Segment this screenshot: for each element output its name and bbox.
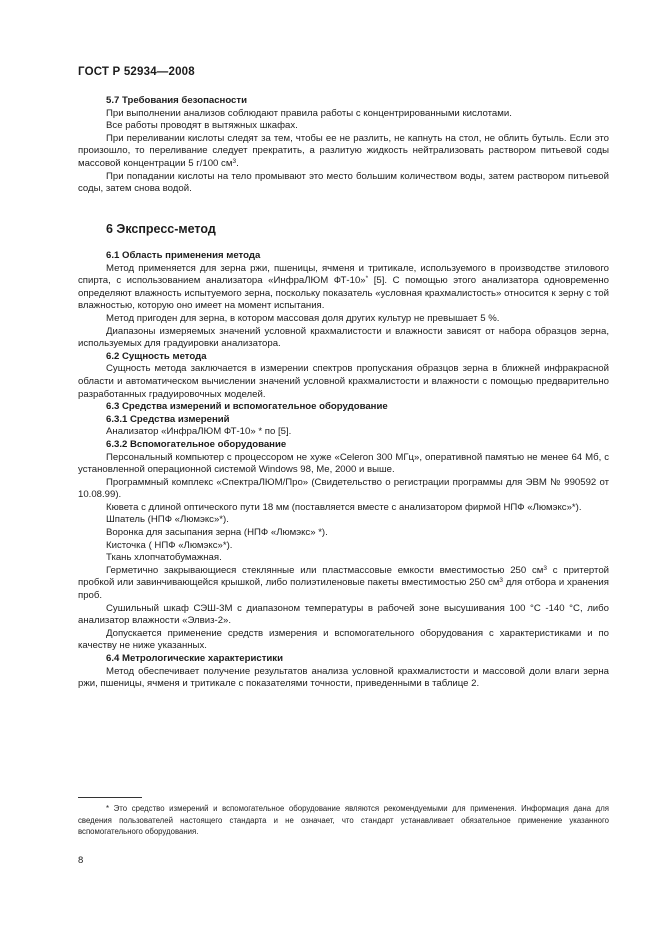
paragraph: При попадании кислоты на тело промывают это место большим количеством воды, затем раствором питьевой соды, затем снова водой. xyxy=(78,170,609,195)
paragraph: Сущность метода заключается в измерении спектров пропускания образцов зерна в ближней инфракрасной области и автоматическом вычислении значений условной крахмалистости и влажности с помощью предварительно разработанных градуировочных моделей. xyxy=(78,363,609,400)
section-6-heading: 6 Экспресс-метод xyxy=(106,222,216,236)
section-6 xyxy=(78,222,609,236)
paragraph: При выполнении анализов соблюдают правила работы с концентрированными кислотами. xyxy=(106,107,512,119)
paragraph: Воронка для засыпания зерна (НПФ «Люмэкс» *). xyxy=(106,527,328,539)
section-heading: 6.1 Область применения метода xyxy=(106,250,261,261)
paragraph: Программный комплекс «СпектраЛЮМ/Про» (Свидетельство о регистрации программы для ЭВМ № 990592 от 10.08.99). xyxy=(78,476,609,501)
paragraph: Метод пригоден для зерна, в котором массовая доля других культур не превышает 5 %. xyxy=(106,312,500,324)
page-number: 8 xyxy=(78,855,84,866)
paragraph: При переливании кислоты следят за тем, чтобы ее не разлить, не капнуть на стол, не облить бутыль. Если это произошло, то переливание следует прекратить, а разлитую жидкость нейтрализовать раствором питьевой соды массовой концентрации 5 г/100 $см^3$. xyxy=(78,132,609,169)
document-header: ГОСТ Р 52934—2008 xyxy=(78,66,195,78)
paragraph: Допускается применение средств измерения и вспомогательного оборудования с характеристиками и по качеству не ниже указанных. xyxy=(78,627,609,652)
paragraph: Анализатор «ИнфраЛЮМ ФТ-10» * по [5]. xyxy=(106,426,292,438)
subsection-heading: 6.3.1 Средства измерений xyxy=(106,413,230,425)
section-heading: 5.7 Требования безопасности xyxy=(106,95,247,106)
section-5-7 xyxy=(78,95,609,196)
paragraph: Сушильный шкаф СЭШ-3М с диапазоном температуры в рабочей зоне высушивания 100 °С -140 °С, либо анализатор влажности «Элвиз-2». xyxy=(78,602,609,627)
paragraph: Кисточка ( НПФ «Люмэкс»*). xyxy=(106,539,233,551)
footnote: * Это средство измерений и вспомогательное оборудование являются рекомендуемыми для применения. Информация дана для сведения пользователей настоящего стандарта и не означает, что стандарт устанавливает обязательное применение указанного вспомогательного оборудования. xyxy=(78,804,609,836)
section-heading: 6.3 Средства измерений и вспомогательное оборудование xyxy=(106,401,388,413)
paragraph: Метод обеспечивает получение результатов анализа условной крахмалистости и массовой доли влаги зерна ржи, пшеницы, ячменя и тритикале с показателями точности, приведенными в таблице 2. xyxy=(78,665,609,690)
section-6-body xyxy=(78,250,609,691)
paragraph: Персональный компьютер с процессором не хуже «Celeron 300 МГц», оперативной памятью не менее 64 Мб, с установленной операционной системой Windows 98, Me, 2000 и выше. xyxy=(78,451,609,476)
paragraph: Диапазоны измеряемых значений условной крахмалистости и влажности зависят от набора образцов зерна, используемых для градуировки анализатора. xyxy=(78,325,609,350)
paragraph: Кювета с длиной оптического пути 18 мм (поставляется вместе с анализатором фирмой НПФ «Люмэкс»*). xyxy=(106,501,582,513)
paragraph: Шпатель (НПФ «Люмэкс»*). xyxy=(106,514,229,526)
paragraph: Ткань хлопчатобумажная. xyxy=(106,552,222,564)
section-heading: 6.4 Метрологические характеристики xyxy=(106,653,284,664)
paragraph: Метод применяется для зерна ржи, пшеницы, ячменя и тритикале, используемого в производстве этилового спирта, с использованием анализатора «ИнфраЛЮМ ФТ-10»* [5]. С помощью этого анализатора одновременно определяют влажность испытуемого зерна, поскольку показатель «условная крахмалистость» относится к зерну с той влажностью, которую оно имеет на момент испытания. xyxy=(78,262,609,312)
subsection-heading: 6.3.2 Вспомогательное оборудование xyxy=(106,438,287,450)
paragraph: Герметично закрывающиеся стеклянные или пластмассовые емкости вместимостью 250 $см^3$ с притертой пробкой или завинчивающейся крышкой, либо полиэтиленовые пакеты вместимостью 250 $см^3$ для отбора и хранения проб. xyxy=(78,564,610,602)
section-heading: 6.2 Сущность метода xyxy=(106,350,207,362)
footnote-divider xyxy=(78,797,142,798)
paragraph: Все работы проводят в вытяжных шкафах. xyxy=(106,120,298,132)
